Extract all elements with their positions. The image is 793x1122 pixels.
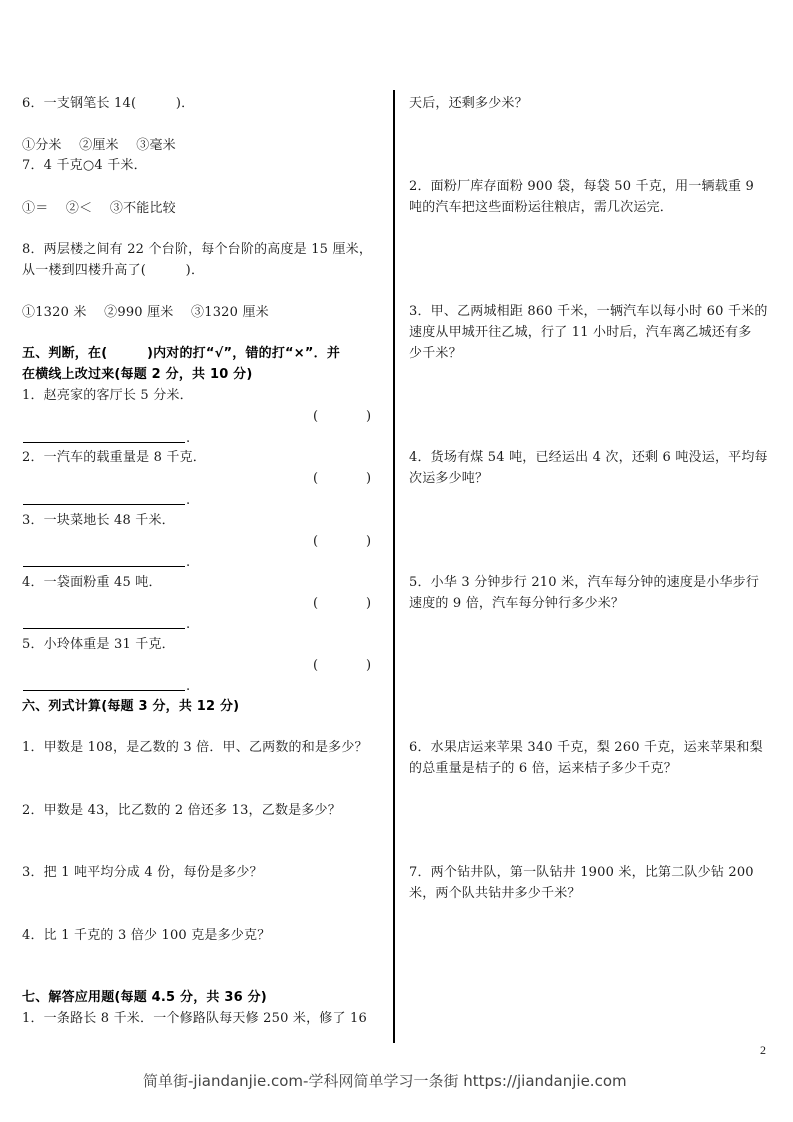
- answer-paren-open: (: [313, 534, 319, 549]
- column-divider: [393, 90, 395, 1043]
- answer-paren-open: (: [313, 658, 319, 673]
- judge-item-5: 5．小玲体重是 31 千克．: [22, 637, 175, 652]
- word-problem-7-line2: 米，两个队共钻井多少千米？: [409, 886, 581, 901]
- question-4-6-options: ①分米 ②厘米 ③毫米: [22, 138, 176, 153]
- word-problem-6-line2: 的总重量是桔子的 6 倍，运来桔子多少千克？: [409, 761, 677, 776]
- word-problem-5-line2: 速度的 9 倍，汽车每分钟行多少米？: [409, 596, 625, 611]
- word-problem-3-line2: 速度从甲城开往乙城，行了 11 小时后，汽车离乙城还有多: [409, 325, 752, 340]
- judge-item-3: 3．一块菜地长 48 千米．: [22, 513, 175, 528]
- footer-watermark: 简单街-jiandanjie.com-学科网简单学习一条街 https://jiandanjie.com: [143, 1072, 627, 1090]
- word-problem-2-line2: 吨的汽车把这些面粉运往粮店，需几次运完．: [409, 200, 674, 215]
- word-problem-2-line1: 2．面粉厂库存面粉 900 袋，每袋 50 千克，用一辆载重 9: [409, 179, 754, 194]
- correction-blank-line[interactable]: [23, 566, 185, 567]
- blank-end-dot: .: [186, 555, 191, 570]
- correction-blank-line[interactable]: [23, 690, 185, 691]
- answer-paren-close: ): [366, 471, 372, 486]
- word-problem-1-line1: 1．一条路长 8 千米．一个修路队每天修 250 米，修了 16: [22, 1011, 367, 1026]
- word-problem-3-line3: 少千米？: [409, 346, 462, 361]
- question-4-8-line2: 从一楼到四楼升高了( )．: [22, 263, 205, 278]
- question-4-8-line1: 8．两层楼之间有 22 个台阶，每个台阶的高度是 15 厘米，: [22, 242, 373, 257]
- answer-paren-close: ): [366, 409, 372, 424]
- word-problem-1-line2: 天后，还剩多少米？: [409, 96, 528, 111]
- question-4-6: 6．一支钢笔长 14( )．: [22, 96, 195, 111]
- word-problem-7-line1: 7．两个钻井队，第一队钻井 1900 米，比第二队少钻 200: [409, 865, 754, 880]
- blank-end-dot: .: [186, 431, 191, 446]
- question-4-7: 7．4 千克○4 千米．: [22, 158, 147, 173]
- section-5-title-line2: 在横线上改过来(每题 2 分，共 10 分): [22, 367, 253, 382]
- word-problem-4-line2: 次运多少吨？: [409, 471, 489, 486]
- calc-item-3: 3．把 1 吨平均分成 4 份，每份是多少？: [22, 865, 263, 880]
- answer-paren-close: ): [366, 596, 372, 611]
- answer-paren-close: ): [366, 534, 372, 549]
- word-problem-4-line1: 4．货场有煤 54 吨，已经运出 4 次，还剩 6 吨没运，平均每: [409, 450, 768, 465]
- blank-end-dot: .: [186, 679, 191, 694]
- section-6-title: 六、列式计算(每题 3 分，共 12 分): [22, 699, 240, 714]
- answer-paren-open: (: [313, 471, 319, 486]
- judge-item-2: 2．一汽车的载重量是 8 千克．: [22, 450, 207, 465]
- word-problem-6-line1: 6．水果店运来苹果 340 千克，梨 260 千克，运来苹果和梨: [409, 740, 763, 755]
- blank-end-dot: .: [186, 493, 191, 508]
- calc-item-2: 2．甲数是 43，比乙数的 2 倍还多 13，乙数是多少？: [22, 803, 341, 818]
- calc-item-4: 4．比 1 千克的 3 倍少 100 克是多少克？: [22, 928, 271, 943]
- calc-item-1: 1．甲数是 108，是乙数的 3 倍．甲、乙两数的和是多少？: [22, 740, 368, 755]
- correction-blank-line[interactable]: [23, 504, 185, 505]
- answer-paren-open: (: [313, 409, 319, 424]
- section-5-title-line1: 五、判断，在( )内对的打“√”，错的打“×”．并: [22, 346, 341, 361]
- word-problem-3-line1: 3．甲、乙两城相距 860 千米，一辆汽车以每小时 60 千米的: [409, 304, 768, 319]
- question-4-7-options: ①＝ ②＜ ③不能比较: [22, 201, 176, 216]
- question-4-8-options: ①1320 米 ②990 厘米 ③1320 厘米: [22, 305, 269, 320]
- answer-paren-open: (: [313, 596, 319, 611]
- answer-paren-close: ): [366, 658, 372, 673]
- page-number: 2: [760, 1043, 766, 1057]
- judge-item-4: 4．一袋面粉重 45 吨．: [22, 575, 162, 590]
- correction-blank-line[interactable]: [23, 628, 185, 629]
- blank-end-dot: .: [186, 617, 191, 632]
- judge-item-1: 1．赵亮家的客厅长 5 分米．: [22, 388, 193, 403]
- section-7-title: 七、解答应用题(每题 4.5 分，共 36 分): [22, 990, 267, 1005]
- correction-blank-line[interactable]: [23, 442, 185, 443]
- word-problem-5-line1: 5．小华 3 分钟步行 210 米，汽车每分钟的速度是小华步行: [409, 575, 760, 590]
